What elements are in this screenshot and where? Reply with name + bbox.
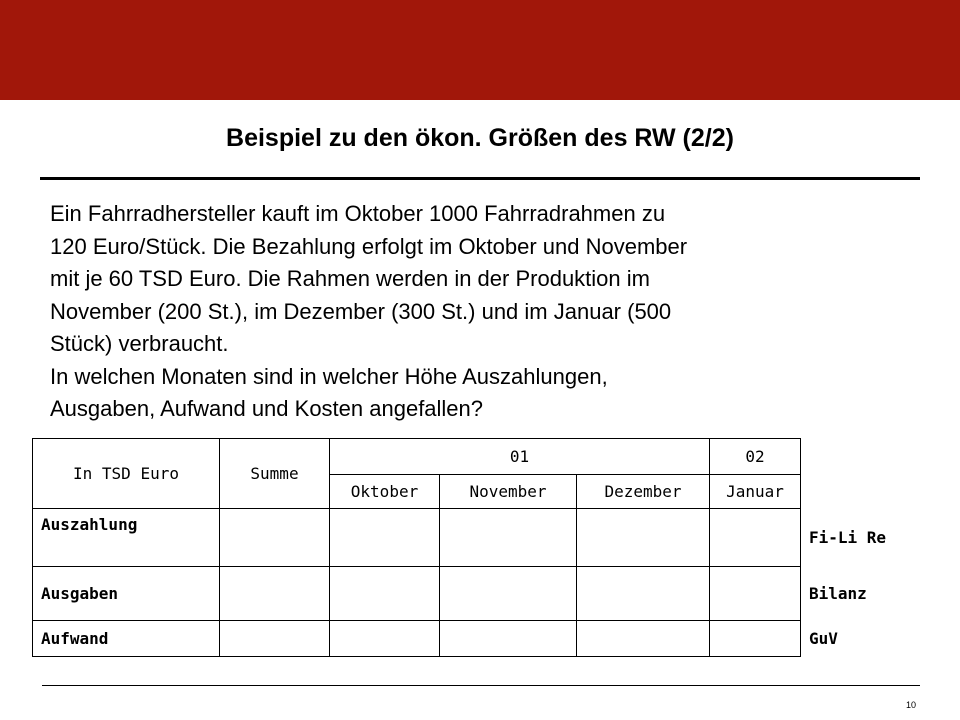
table-cell: [710, 509, 801, 567]
table-header-year-02: 02: [710, 439, 801, 475]
table-header-year-01: 01: [330, 439, 710, 475]
table-cell: [577, 621, 710, 657]
table-cell: [577, 509, 710, 567]
table-header-sum: Summe: [220, 439, 330, 509]
table-header-month: Oktober: [330, 475, 440, 509]
table-cell: [220, 509, 330, 567]
table-row: [33, 567, 901, 621]
text-line: Stück) verbraucht.: [50, 331, 229, 356]
table-row: [33, 621, 901, 657]
title-divider: [40, 177, 920, 180]
exercise-text: [50, 198, 850, 426]
row-side-label: Fi-Li Re: [809, 528, 887, 547]
table-cell: [220, 567, 330, 621]
footer-divider: [42, 685, 920, 686]
exercise-table: [32, 438, 901, 657]
row-label: Aufwand: [33, 621, 220, 657]
table-cell: [710, 567, 801, 621]
table-header-month: Januar: [710, 475, 801, 509]
row-label: Ausgaben: [33, 567, 220, 621]
text-line: November (200 St.), im Dezember (300 St.) und im Januar (500: [50, 298, 672, 324]
table-row: [33, 509, 901, 567]
table-cell: [330, 509, 440, 567]
table-cell: [440, 509, 577, 567]
table-cell: [330, 621, 440, 657]
text-line: Ein Fahrradhersteller kauft im Oktober 1000 Fahrradrahmen zu: [50, 201, 666, 226]
row-side-label: GuV: [809, 629, 838, 648]
row-side-label: Bilanz: [809, 584, 867, 603]
table-header-unit: In TSD Euro: [33, 439, 220, 509]
text-line: Ausgaben, Aufwand und Kosten angefallen?: [50, 396, 484, 421]
table-cell: [710, 621, 801, 657]
table-cell: [440, 621, 577, 657]
table-header-month: November: [440, 475, 577, 509]
slide-title: Beispiel zu den ökon. Größen des RW (2/2): [226, 124, 734, 152]
text-line: 120 Euro/Stück. Die Bezahlung erfolgt im Oktober und November: [50, 233, 688, 259]
row-label: Auszahlung: [33, 509, 220, 567]
table-header-month: Dezember: [577, 475, 710, 509]
page-number: 10: [905, 700, 916, 710]
text-line: mit je 60 TSD Euro. Die Rahmen werden in der Produktion im: [50, 266, 650, 291]
table-cell: [220, 621, 330, 657]
table-cell: [577, 567, 710, 621]
header-bar: [0, 0, 960, 100]
table-cell: [330, 567, 440, 621]
table-cell: [440, 567, 577, 621]
text-line: In welchen Monaten sind in welcher Höhe Auszahlungen,: [50, 363, 608, 389]
